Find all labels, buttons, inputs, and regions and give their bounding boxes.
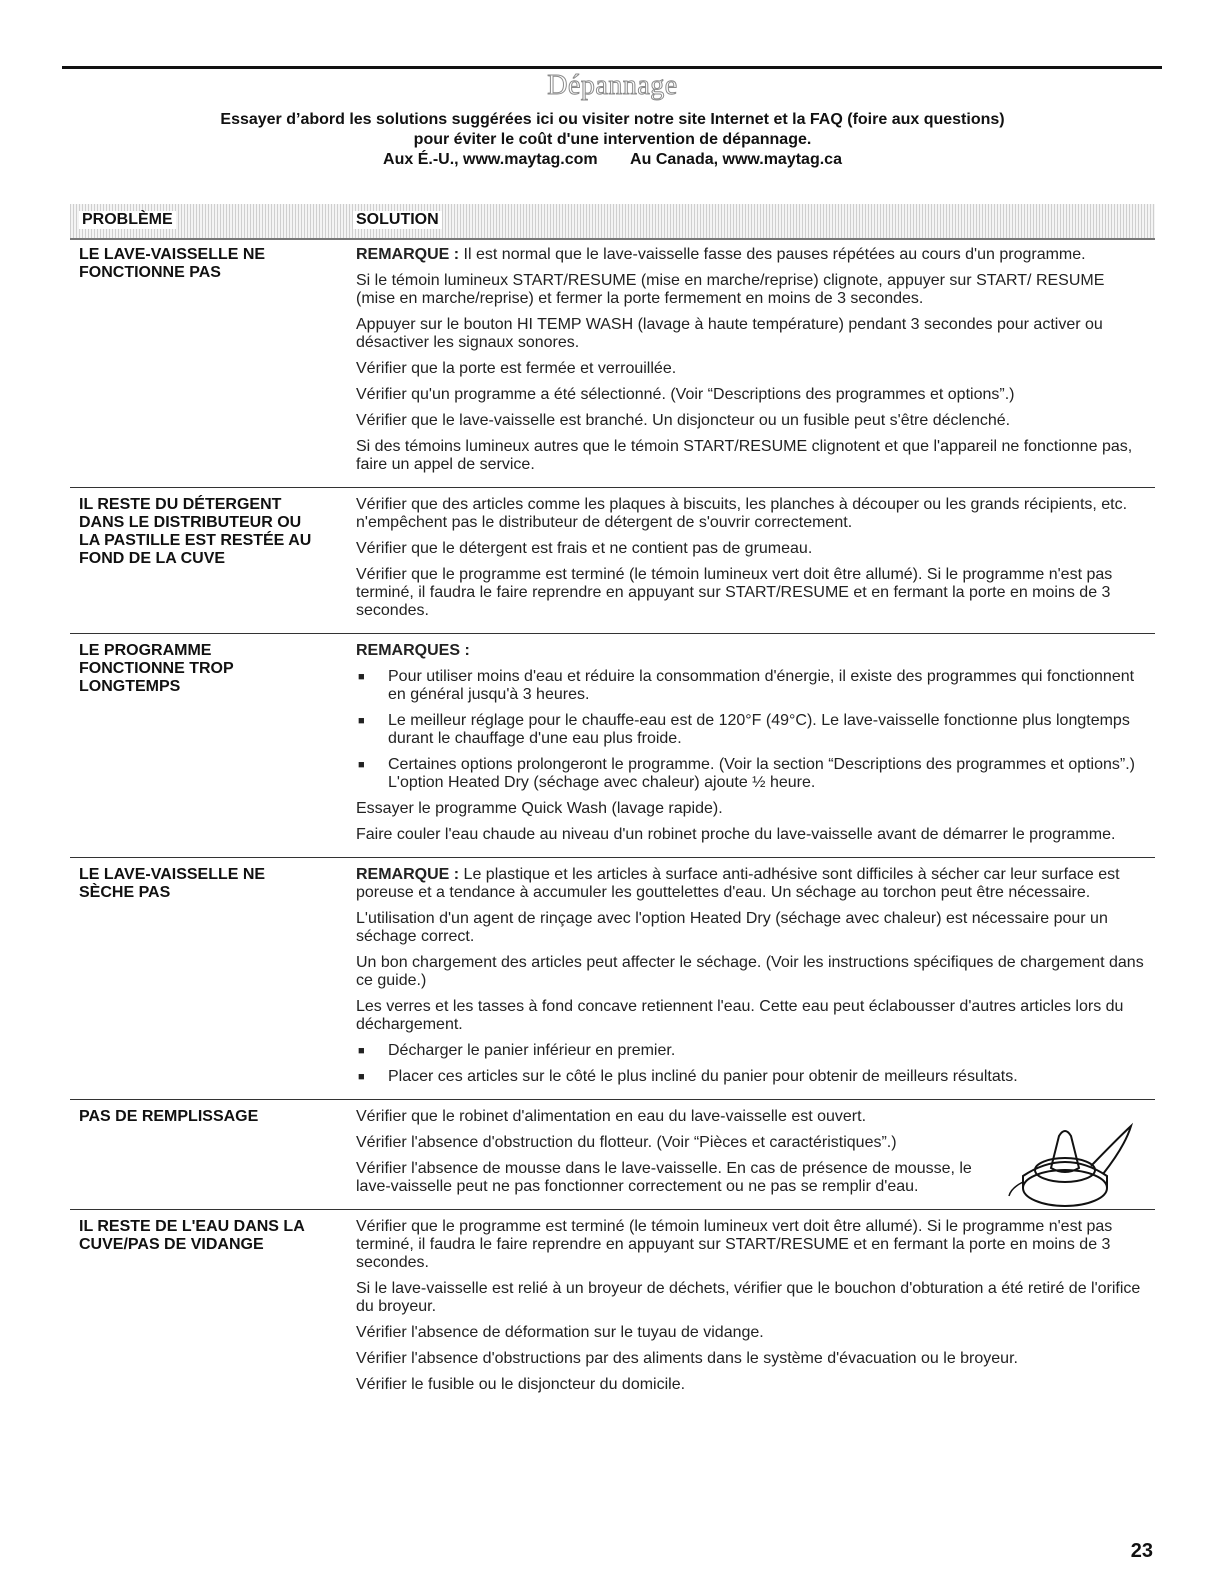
table-row bbox=[70, 858, 1155, 1100]
solution-cell bbox=[356, 866, 1155, 1094]
bullet-text: Certaines options prolongeront le programme. (Voir la section “Descriptions des programmes et options”.) L'option Heated Dry (séchage avec chaleur) ajoute ½ heure. bbox=[388, 756, 1136, 791]
bullet-item bbox=[356, 668, 1147, 704]
problem-cell: LE PROGRAMME FONCTIONNE TROP LONGTEMPS bbox=[79, 642, 234, 695]
intro-line-1: Essayer d’abord les solutions suggérées ici ou visiter notre site Internet et la FAQ (foire aux questions) bbox=[220, 111, 1005, 128]
solution-item: Vérifier que des articles comme les plaques à biscuits, les planches à découper ou les grands récipients, etc. n'empêchent pas le distributeur de détergent de s'ouvrir correctement. bbox=[356, 496, 1128, 531]
square-bullet-icon: ■ bbox=[358, 715, 365, 727]
note-label: REMARQUE : bbox=[356, 246, 460, 263]
solution-item: Vérifier que la porte est fermée et verrouillée. bbox=[356, 360, 677, 377]
table-row bbox=[70, 634, 1155, 858]
bullet-text: Pour utiliser moins d'eau et réduire la consommation d'énergie, il existe des programmes qui fonctionnent en général jusqu'à 3 heures. bbox=[388, 668, 1135, 703]
solution-item: Vérifier l'absence d'obstruction du flotteur. (Voir “Pièces et caractéristiques”.) bbox=[356, 1134, 897, 1151]
note-text: Il est normal que le lave-vaisselle fasse des pauses répétées au cours d'un programme. bbox=[459, 246, 1086, 263]
solution-item: Si le lave-vaisselle est relié à un broyeur de déchets, vérifier que le bouchon d'obturation a été retiré de l'orifice du broyeur. bbox=[356, 1280, 1141, 1315]
solution-cell bbox=[356, 1108, 1155, 1204]
float-valve-icon bbox=[1003, 1118, 1133, 1213]
bullet-item bbox=[356, 712, 1147, 748]
intro-line-2: pour éviter le coût d'une intervention de dépannage. bbox=[413, 131, 812, 148]
solution-item: Si des témoins lumineux autres que le témoin START/RESUME clignotent et que l'appareil ne fonctionne pas, faire un appel de service. bbox=[356, 438, 1133, 473]
solution-item: Vérifier l'absence de mousse dans le lave-vaisselle. En cas de présence de mousse, le lave-vaisselle peut ne pas fonctionner correctement ou ne pas se remplir d'eau. bbox=[356, 1160, 972, 1195]
page-number: 23 bbox=[1130, 1540, 1153, 1562]
solution-cell bbox=[356, 642, 1155, 852]
bullet-item bbox=[356, 756, 1147, 792]
intro-block bbox=[0, 110, 1225, 170]
us-website-link[interactable]: Aux É.-U., www.maytag.com bbox=[383, 151, 598, 168]
solution-cell bbox=[356, 1218, 1155, 1402]
solution-item: Vérifier que le lave-vaisselle est branché. Un disjoncteur ou un fusible peut s'être déclenché. bbox=[356, 412, 1011, 429]
problem-cell: LE LAVE-VAISSELLE NE FONCTIONNE PAS bbox=[79, 246, 266, 281]
problem-cell: IL RESTE DE L'EAU DANS LA CUVE/PAS DE VIDANGE bbox=[79, 1218, 305, 1253]
solution-item: Vérifier que le robinet d'alimentation en eau du lave-vaisselle est ouvert. bbox=[356, 1108, 867, 1125]
note-paragraph bbox=[356, 866, 1147, 902]
table-header bbox=[70, 204, 1155, 240]
solution-item: Vérifier l'absence d'obstructions par des aliments dans le système d'évacuation ou le broyeur. bbox=[356, 1350, 1018, 1367]
canada-website-link[interactable]: Au Canada, www.maytag.ca bbox=[630, 151, 842, 168]
page-title: Dépannage bbox=[547, 70, 678, 101]
solution-item: Vérifier que le détergent est frais et ne contient pas de grumeau. bbox=[356, 540, 813, 557]
note-text: Le plastique et les articles à surface anti-adhésive sont difficiles à sécher car leur surface est poreuse et a tendance à accumuler les gouttelettes d'eau. Un séchage au torchon peut être nécessaire. bbox=[356, 866, 1120, 901]
table-row bbox=[70, 1210, 1155, 1407]
note-paragraph bbox=[356, 246, 1147, 264]
bullet-text: Décharger le panier inférieur en premier. bbox=[388, 1042, 676, 1059]
problem-cell: LE LAVE-VAISSELLE NE SÈCHE PAS bbox=[79, 866, 266, 901]
solution-item: Faire couler l'eau chaude au niveau d'un robinet proche du lave-vaisselle avant de démarrer le programme. bbox=[356, 826, 1116, 843]
solution-cell bbox=[356, 246, 1155, 482]
bullet-text: Placer ces articles sur le côté le plus incliné du panier pour obtenir de meilleurs résultats. bbox=[388, 1068, 1018, 1085]
problem-cell: PAS DE REMPLISSAGE bbox=[79, 1108, 259, 1125]
bullet-item bbox=[356, 1068, 1147, 1086]
bullet-item bbox=[356, 1042, 1147, 1060]
intro-links bbox=[0, 150, 1225, 170]
table-row bbox=[70, 238, 1155, 488]
top-rule bbox=[62, 66, 1162, 69]
solution-item: Vérifier qu'un programme a été sélectionné. (Voir “Descriptions des programmes et options”.) bbox=[356, 386, 1015, 403]
solution-item: L'utilisation d'un agent de rinçage avec l'option Heated Dry (séchage avec chaleur) est nécessaire pour un séchage correct. bbox=[356, 910, 1108, 945]
header-problem: PROBLÈME bbox=[79, 211, 176, 229]
square-bullet-icon: ■ bbox=[358, 1045, 365, 1057]
solution-item: Vérifier que le programme est terminé (le témoin lumineux vert doit être allumé). Si le programme n'est pas terminé, il faudra le faire reprendre en appuyant sur START/RESUME et en fermant la porte en moins de 3 secondes. bbox=[356, 1218, 1113, 1271]
header-solution: SOLUTION bbox=[353, 211, 442, 229]
solution-item: Les verres et les tasses à fond concave retiennent l'eau. Cette eau peut éclabousser d'autres articles lors du déchargement. bbox=[356, 998, 1124, 1033]
note-label: REMARQUE : bbox=[356, 866, 460, 883]
solution-item: Appuyer sur le bouton HI TEMP WASH (lavage à haute température) pendant 3 secondes pour activer ou désactiver les signaux sonores. bbox=[356, 316, 1103, 351]
solution-item: Vérifier que le programme est terminé (le témoin lumineux vert doit être allumé). Si le programme n'est pas terminé, il faudra le faire reprendre en appuyant sur START/RESUME et en fermant la porte en moins de 3 secondes. bbox=[356, 566, 1113, 619]
solution-cell bbox=[356, 496, 1155, 628]
troubleshooting-table bbox=[70, 238, 1155, 1407]
table-row bbox=[70, 488, 1155, 634]
solution-item: Vérifier l'absence de déformation sur le tuyau de vidange. bbox=[356, 1324, 764, 1341]
solution-item: Un bon chargement des articles peut affecter le séchage. (Voir les instructions spécifiques de chargement dans ce guide.) bbox=[356, 954, 1144, 989]
solution-item: Si le témoin lumineux START/RESUME (mise en marche/reprise) clignote, appuyer sur START/ RESUME (mise en marche/reprise) et fermer la porte fermement en moins de 3 secondes. bbox=[356, 272, 1105, 307]
bullet-text: Le meilleur réglage pour le chauffe-eau est de 120°F (49°C). Le lave-vaisselle fonctionne plus longtemps durant le chauffage d'une eau plus froide. bbox=[388, 712, 1130, 747]
square-bullet-icon: ■ bbox=[358, 759, 365, 771]
square-bullet-icon: ■ bbox=[358, 671, 365, 683]
table-row bbox=[70, 1100, 1155, 1210]
solution-item: Vérifier le fusible ou le disjoncteur du domicile. bbox=[356, 1376, 686, 1393]
note-label: REMARQUES : bbox=[356, 642, 470, 659]
square-bullet-icon: ■ bbox=[358, 1071, 365, 1083]
problem-cell: IL RESTE DU DÉTERGENT DANS LE DISTRIBUTEUR OU LA PASTILLE EST RESTÉE AU FOND DE LA CUVE bbox=[79, 496, 312, 567]
solution-item: Essayer le programme Quick Wash (lavage rapide). bbox=[356, 800, 723, 817]
